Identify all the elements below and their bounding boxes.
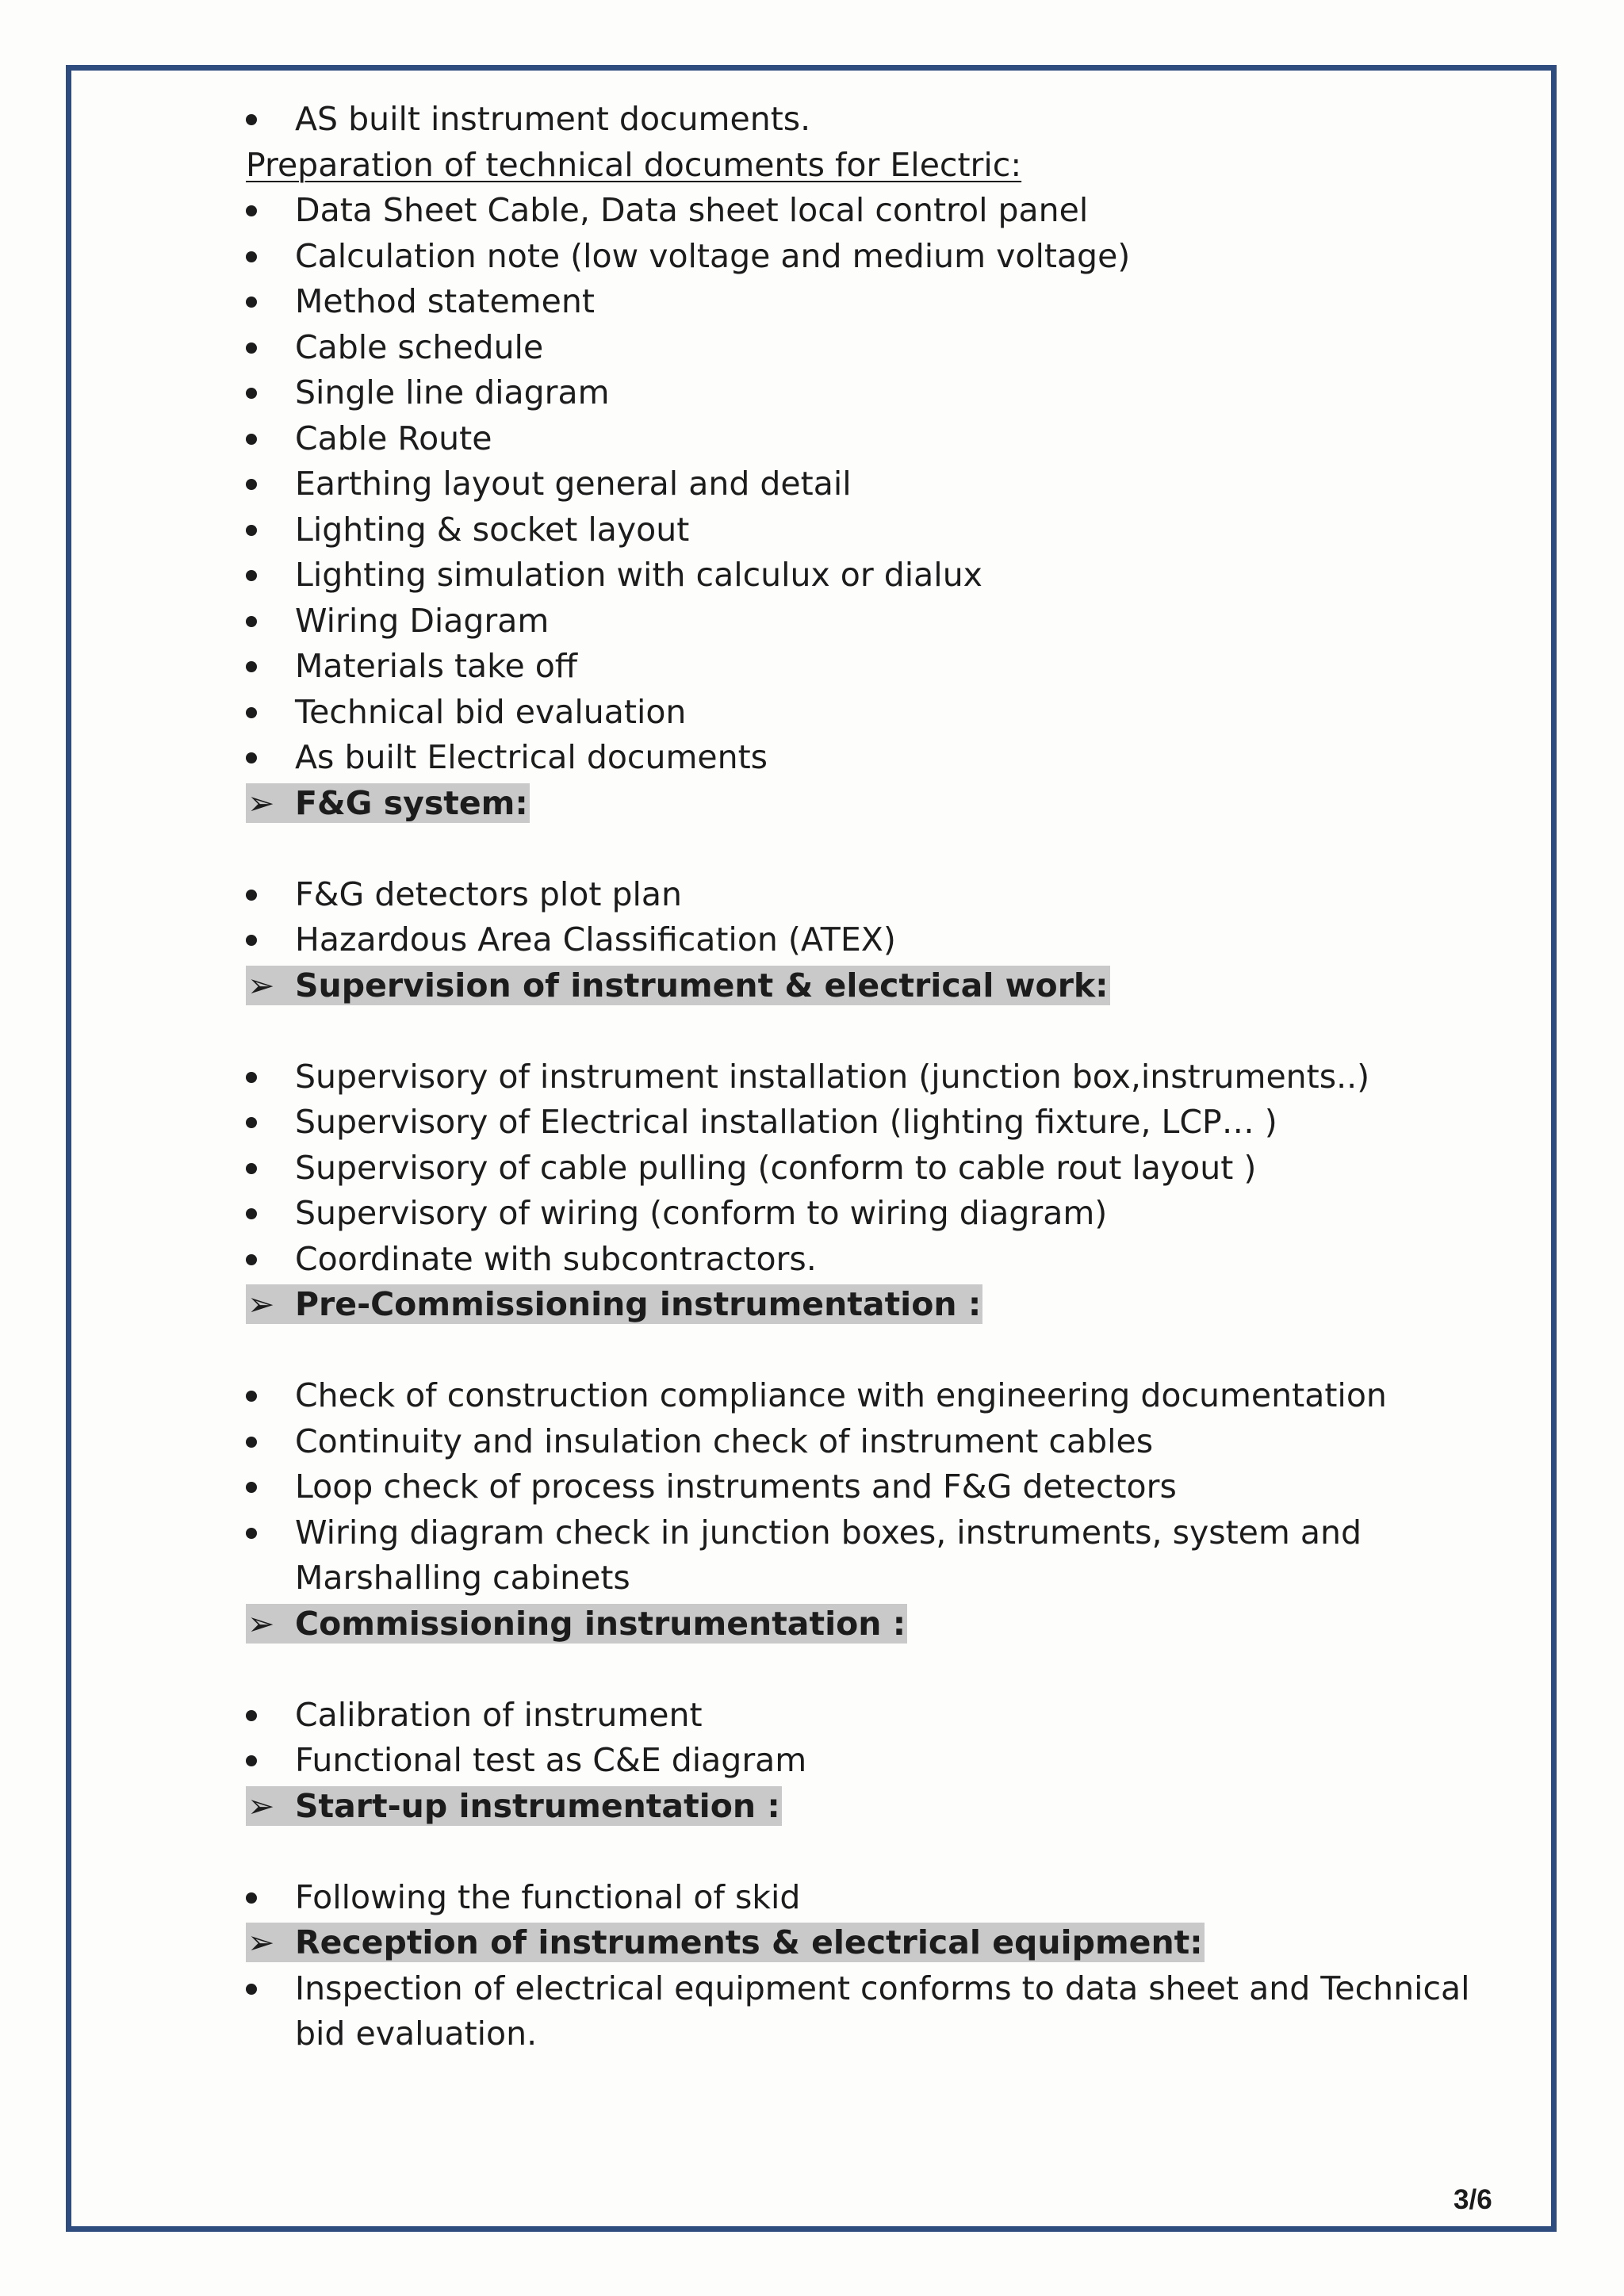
list-item	[246, 917, 1515, 963]
bullet-dot-icon	[246, 1254, 257, 1265]
bullet-dot-icon	[246, 1208, 257, 1219]
list-item	[246, 188, 1515, 234]
section-highlight	[246, 1786, 782, 1826]
bullet-dot-icon	[246, 1755, 257, 1766]
bullet-dot-icon	[246, 570, 257, 581]
document-body	[246, 97, 1515, 2057]
list-item	[246, 416, 1515, 462]
section-title: Pre-Commissioning instrumentation :	[295, 1285, 982, 1323]
bullet-dot-icon	[246, 1163, 257, 1174]
list-item-text: Lighting simulation with calculux or dialux	[295, 556, 982, 594]
list-item-text: Loop check of process instruments and F&G detectors	[295, 1468, 1177, 1506]
bullet-dot-icon	[246, 342, 257, 354]
arrowhead-icon: ➢	[247, 1285, 275, 1323]
list-item-text: Continuity and insulation check of instrument cables	[295, 1422, 1154, 1460]
arrowhead-icon: ➢	[247, 1786, 275, 1825]
section-heading-supervision	[246, 963, 1515, 1009]
list-item-text: Single line diagram	[295, 373, 610, 411]
list-item	[246, 234, 1515, 280]
list-item	[246, 1419, 1515, 1465]
list-item	[246, 507, 1515, 553]
section-title: F&G system:	[295, 783, 528, 822]
bullet-dot-icon	[246, 616, 257, 627]
list-item-text: Functional test as C&E diagram	[295, 1741, 807, 1779]
section-highlight	[246, 1923, 1205, 1962]
list-item-text: Inspection of electrical equipment conforms to data sheet and Technical bid evaluation.	[295, 1969, 1470, 2053]
arrowhead-icon: ➢	[247, 966, 275, 1004]
list-item	[246, 690, 1515, 736]
arrowhead-icon: ➢	[247, 1923, 275, 1961]
list-item	[246, 553, 1515, 599]
bullet-dot-icon	[246, 251, 257, 262]
bullet-dot-icon	[246, 707, 257, 718]
list-item-text: Hazardous Area Classification (ATEX)	[295, 920, 896, 959]
list-item-text: Earthing layout general and detail	[295, 465, 852, 503]
section-heading-reception	[246, 1920, 1515, 1966]
spacer	[246, 1829, 1515, 1875]
arrowhead-icon: ➢	[247, 1604, 275, 1643]
electric-heading: Preparation of technical documents for Electric:	[246, 145, 1022, 184]
list-item-text: Wiring diagram check in junction boxes, instruments, system and Marshalling cabinets	[295, 1513, 1362, 1597]
list-item	[246, 1100, 1515, 1146]
list-item-text: Supervisory of instrument installation (junction box,instruments..)	[295, 1057, 1370, 1096]
list-item	[246, 1373, 1515, 1419]
list-item	[246, 599, 1515, 645]
list-item	[246, 1054, 1515, 1100]
section-title: Reception of instruments & electrical equipment:	[295, 1923, 1203, 1961]
list-item-text: Materials take off	[295, 647, 578, 685]
page-number: 3/6	[1454, 2184, 1492, 2215]
electric-list	[246, 188, 1515, 781]
list-item	[246, 872, 1515, 918]
list-item	[246, 735, 1515, 781]
list-item	[246, 97, 1515, 143]
bullet-dot-icon	[246, 752, 257, 763]
bullet-dot-icon	[246, 935, 257, 946]
bullet-dot-icon	[246, 1072, 257, 1083]
section-title: Start-up instrumentation :	[295, 1786, 780, 1825]
list-item	[246, 279, 1515, 325]
spacer	[246, 1008, 1515, 1054]
list-item	[246, 1738, 1515, 1784]
list-item	[246, 461, 1515, 507]
spacer	[246, 1647, 1515, 1693]
list-item	[246, 1510, 1484, 1601]
list-item-text: Cable Route	[295, 419, 492, 457]
bullet-dot-icon	[246, 1528, 257, 1539]
list-item	[246, 1464, 1515, 1510]
list-item	[246, 1693, 1515, 1739]
section-heading-start-up	[246, 1784, 1515, 1830]
bullet-dot-icon	[246, 205, 257, 216]
list-item-text: Cable schedule	[295, 327, 544, 366]
list-item-text: Supervisory of wiring (conform to wiring diagram)	[295, 1194, 1108, 1232]
list-item-text: Data Sheet Cable, Data sheet local control panel	[295, 191, 1089, 229]
list-item-text: Technical bid evaluation	[295, 692, 687, 731]
list-item	[246, 370, 1515, 416]
bullet-dot-icon	[246, 661, 257, 672]
section-heading-commissioning	[246, 1601, 1515, 1647]
list-item	[246, 1966, 1500, 2057]
section-title: Commissioning instrumentation :	[295, 1604, 906, 1643]
list-item	[246, 1237, 1515, 1283]
section-highlight	[246, 783, 530, 823]
bullet-dot-icon	[246, 525, 257, 536]
list-item-text: Calibration of instrument	[295, 1695, 703, 1734]
list-item-text: Calculation note (low voltage and medium voltage)	[295, 236, 1131, 275]
list-item-text: Check of construction compliance with engineering documentation	[295, 1376, 1387, 1414]
bullet-dot-icon	[246, 1482, 257, 1493]
bullet-dot-icon	[246, 1984, 257, 1995]
list-item-text: Method statement	[295, 282, 595, 320]
list-item-text: Lighting & socket layout	[295, 510, 690, 549]
list-item	[246, 1191, 1515, 1237]
list-item-text: Supervisory of cable pulling (conform to cable rout layout )	[295, 1148, 1257, 1187]
bullet-dot-icon	[246, 114, 257, 125]
section-heading-pre-commissioning	[246, 1282, 1515, 1328]
list-item	[246, 1146, 1515, 1192]
list-item-text: Wiring Diagram	[295, 601, 550, 640]
list-item-text: As built Electrical documents	[295, 738, 768, 776]
section-highlight	[246, 1604, 907, 1644]
section-title: Supervision of instrument & electrical work:	[295, 966, 1109, 1004]
bullet-dot-icon	[246, 1391, 257, 1402]
list-item-text: Supervisory of Electrical installation (lighting fixture, LCP… )	[295, 1103, 1277, 1141]
list-item-text: Following the functional of skid	[295, 1877, 801, 1916]
bullet-dot-icon	[246, 479, 257, 490]
bullet-dot-icon	[246, 1892, 257, 1904]
arrowhead-icon: ➢	[247, 783, 275, 822]
bullet-dot-icon	[246, 434, 257, 445]
bullet-dot-icon	[246, 297, 257, 308]
bullet-dot-icon	[246, 1710, 257, 1721]
list-item	[246, 1875, 1515, 1921]
list-item-text: Coordinate with subcontractors.	[295, 1239, 817, 1278]
bullet-dot-icon	[246, 1437, 257, 1448]
list-item-text: F&G detectors plot plan	[295, 874, 682, 913]
section-heading-fg-system	[246, 781, 1515, 827]
bullet-dot-icon	[246, 388, 257, 399]
list-item	[246, 325, 1515, 371]
spacer	[246, 1328, 1515, 1374]
section-highlight	[246, 1284, 982, 1324]
section-highlight	[246, 966, 1110, 1005]
spacer	[246, 826, 1515, 872]
list-item	[246, 644, 1515, 690]
bullet-dot-icon	[246, 890, 257, 901]
list-item-text: AS built instrument documents.	[295, 100, 811, 138]
bullet-dot-icon	[246, 1117, 257, 1128]
